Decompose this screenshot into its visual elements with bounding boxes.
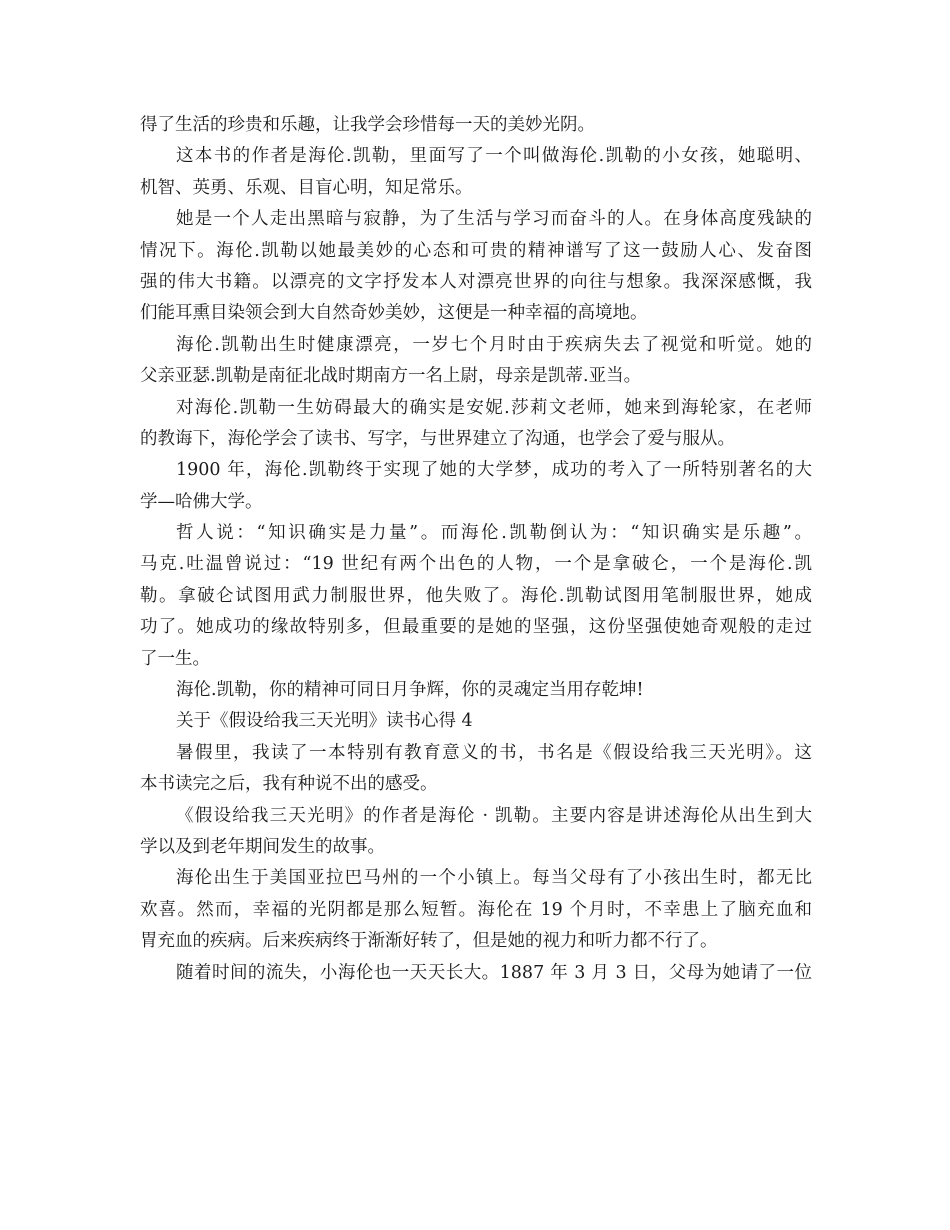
text-line: 父亲亚瑟.凯勒是南征北战时期南方一名上尉，母亲是凯蒂.亚当。 bbox=[140, 366, 642, 387]
text-line: 随着时间的流失，小海伦也一天天长大。1887 年 3 月 3 日，父母为她请了一位 bbox=[176, 962, 812, 983]
text-line: 学以及到老年期间发生的故事。 bbox=[140, 836, 385, 857]
text-line: 的教诲下，海伦学会了读书、写字，与世界建立了沟通，也学会了爱与服从。 bbox=[140, 428, 735, 449]
text-line: 1900 年，海伦.凯勒终于实现了她的大学梦，成功的考入了一所特别著名的大 bbox=[176, 460, 812, 481]
text-line: 强的伟大书籍。以漂亮的文字抒发本人对漂亮世界的向往与想象。我深深感慨，我 bbox=[140, 271, 812, 292]
text-line: 暑假里，我读了一本特别有教育意义的书，书名是《假设给我三天光明》。这 bbox=[176, 742, 812, 763]
text-line: 《假设给我三天光明》的作者是海伦 · 凯勒。主要内容是讲述海伦从出生到大 bbox=[176, 805, 812, 826]
text-line: 欢喜。然而，幸福的光阴都是那么短暂。海伦在 19 个月时，不幸患上了脑充血和 bbox=[140, 899, 812, 920]
text-line: 哲人说：“知识确实是力量”。而海伦.凯勒倒认为：“知识确实是乐趣”。 bbox=[176, 523, 812, 544]
document-body bbox=[140, 110, 812, 989]
text-line: 学—哈佛大学。 bbox=[140, 491, 263, 512]
text-line: 本书读完之后，我有种说不出的感受。 bbox=[140, 774, 438, 795]
text-line: 对海伦.凯勒一生妨碍最大的确实是安妮.莎莉文老师，她来到海轮家，在老师 bbox=[176, 397, 812, 418]
text-line: 她是一个人走出黑暗与寂静，为了生活与学习而奋斗的人。在身体高度残缺的 bbox=[176, 209, 812, 230]
text-line: 关于《假设给我三天光明》读书心得 4 bbox=[176, 711, 473, 732]
text-line: 机智、英勇、乐观、目盲心明，知足常乐。 bbox=[140, 177, 473, 198]
text-line: 勒。拿破仑试图用武力制服世界，他失败了。海伦.凯勒试图用笔制服世界，她成 bbox=[140, 585, 812, 606]
text-line: 们能耳熏目染领会到大自然奇妙美妙，这便是一种幸福的高境地。 bbox=[140, 303, 648, 324]
text-line: 海伦出生于美国亚拉巴马州的一个小镇上。每当父母有了小孩出生时，都无比 bbox=[176, 868, 812, 889]
text-line: 这本书的作者是海伦.凯勒，里面写了一个叫做海伦.凯勒的小女孩，她聪明、 bbox=[176, 146, 812, 167]
text-line: 功了。她成功的缘故特别多，但最重要的是她的坚强，这份坚强使她奇观般的走过 bbox=[140, 617, 812, 638]
text-line: 马克.吐温曾说过：“19 世纪有两个出色的人物，一个是拿破仑，一个是海伦.凯 bbox=[140, 554, 812, 575]
text-line: 了一生。 bbox=[140, 648, 210, 669]
text-line: 情况下。海伦.凯勒以她最美妙的心态和可贵的精神谱写了这一鼓励人心、发奋图 bbox=[140, 240, 812, 261]
text-line: 海伦.凯勒出生时健康漂亮，一岁七个月时由于疾病失去了视觉和听觉。她的 bbox=[176, 334, 812, 355]
text-line: 得了生活的珍贵和乐趣，让我学会珍惜每一天的美妙光阴。 bbox=[140, 115, 595, 135]
text-line: 海伦.凯勒，你的精神可同日月争辉，你的灵魂定当用存乾坤! bbox=[176, 680, 644, 701]
text-line: 胃充血的疾病。后来疾病终于渐渐好转了，但是她的视力和听力都不行了。 bbox=[140, 931, 718, 952]
